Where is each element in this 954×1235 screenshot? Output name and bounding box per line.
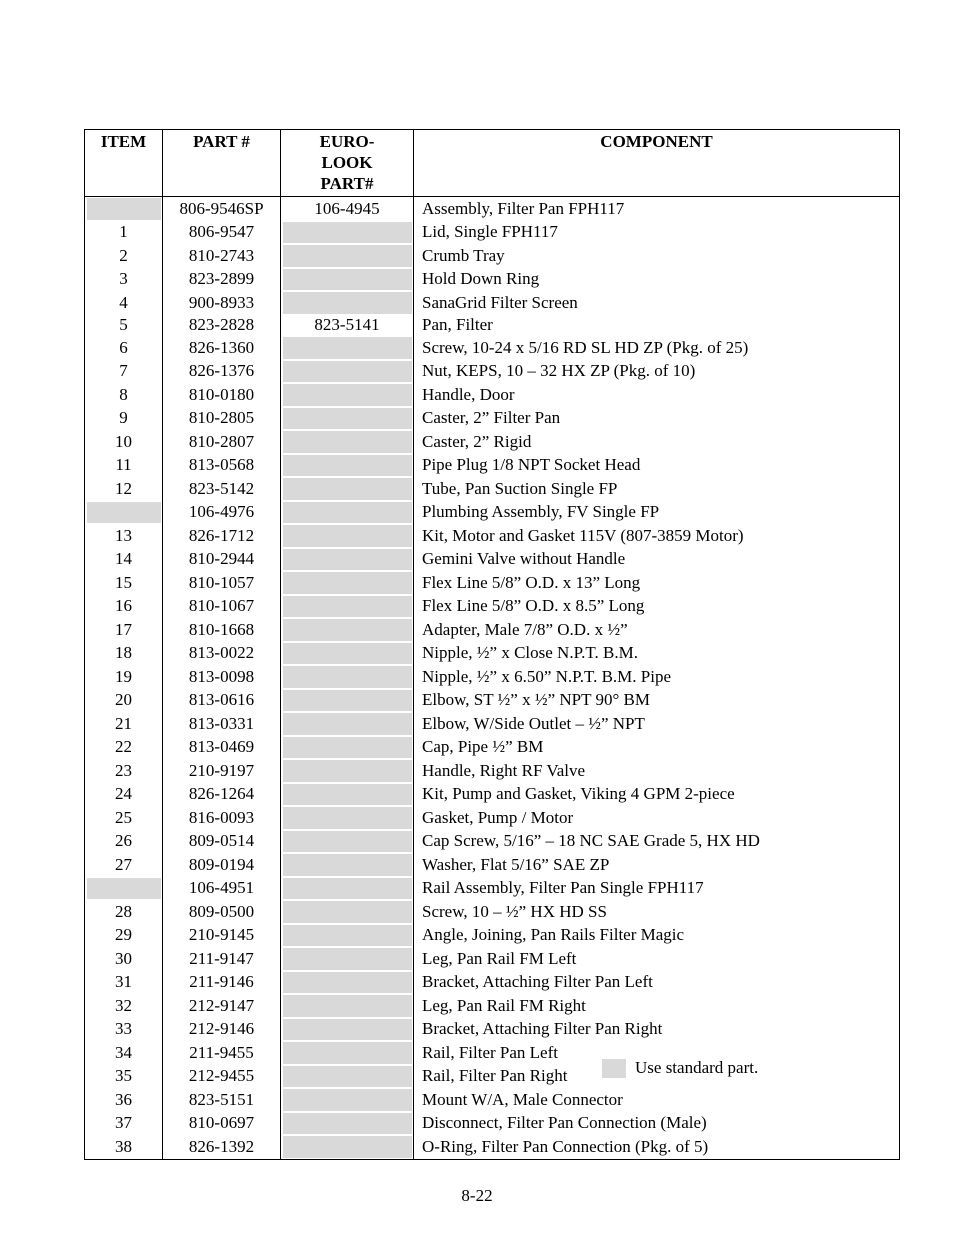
table-row	[85, 291, 900, 315]
header-part-number: PART #	[163, 130, 281, 197]
component-cell: O-Ring, Filter Pan Connection (Pkg. of 5)	[414, 1135, 900, 1159]
component-cell: SanaGrid Filter Screen	[414, 291, 900, 315]
table-row	[85, 221, 900, 245]
component-cell: Kit, Motor and Gasket 115V (807-3859 Motor)	[414, 524, 900, 548]
item-cell: 22	[85, 736, 163, 760]
table-row	[85, 830, 900, 854]
component-cell: Nipple, ½” x 6.50” N.P.T. B.M. Pipe	[414, 665, 900, 689]
euro-look-part-cell	[281, 830, 414, 854]
item-cell: 24	[85, 783, 163, 807]
table-row	[85, 947, 900, 971]
table-row	[85, 501, 900, 525]
component-cell: Flex Line 5/8” O.D. x 13” Long	[414, 571, 900, 595]
euro-look-part-cell	[281, 665, 414, 689]
part-number-cell: 809-0514	[163, 830, 281, 854]
part-number-cell: 210-9145	[163, 924, 281, 948]
component-cell: Handle, Right RF Valve	[414, 759, 900, 783]
item-cell: 27	[85, 853, 163, 877]
component-cell: Tube, Pan Suction Single FP	[414, 477, 900, 501]
part-number-cell: 806-9547	[163, 221, 281, 245]
table-row	[85, 1018, 900, 1042]
part-number-cell: 106-4951	[163, 877, 281, 901]
component-cell: Adapter, Male 7/8” O.D. x ½”	[414, 618, 900, 642]
part-number-cell: 211-9455	[163, 1041, 281, 1065]
item-cell: 33	[85, 1018, 163, 1042]
table-row	[85, 268, 900, 292]
table-row	[85, 1135, 900, 1159]
table-row	[85, 877, 900, 901]
part-number-cell: 810-2807	[163, 430, 281, 454]
table-row	[85, 336, 900, 360]
part-number-cell: 806-9546SP	[163, 197, 281, 221]
component-cell: Gasket, Pump / Motor	[414, 806, 900, 830]
part-number-cell: 211-9146	[163, 971, 281, 995]
euro-look-part-cell	[281, 595, 414, 619]
parts-table	[84, 129, 900, 1160]
component-cell: Leg, Pan Rail FM Left	[414, 947, 900, 971]
table-row	[85, 454, 900, 478]
euro-look-part-cell	[281, 900, 414, 924]
euro-look-part-cell	[281, 571, 414, 595]
component-cell: Handle, Door	[414, 383, 900, 407]
item-cell: 12	[85, 477, 163, 501]
euro-look-part-cell	[281, 430, 414, 454]
part-number-cell: 212-9455	[163, 1065, 281, 1089]
item-cell: 18	[85, 642, 163, 666]
part-number-cell: 212-9147	[163, 994, 281, 1018]
part-number-cell: 823-2899	[163, 268, 281, 292]
component-cell: Kit, Pump and Gasket, Viking 4 GPM 2-piece	[414, 783, 900, 807]
euro-look-part-cell	[281, 454, 414, 478]
table-row	[85, 1088, 900, 1112]
euro-look-part-cell	[281, 924, 414, 948]
table-row	[85, 595, 900, 619]
item-cell: 30	[85, 947, 163, 971]
item-cell: 11	[85, 454, 163, 478]
euro-look-part-cell	[281, 783, 414, 807]
euro-look-part-cell	[281, 689, 414, 713]
euro-look-part-cell	[281, 291, 414, 315]
table-row	[85, 477, 900, 501]
component-cell: Leg, Pan Rail FM Right	[414, 994, 900, 1018]
item-cell: 9	[85, 407, 163, 431]
part-number-cell: 810-0697	[163, 1112, 281, 1136]
component-cell: Elbow, W/Side Outlet – ½” NPT	[414, 712, 900, 736]
table-row	[85, 783, 900, 807]
item-cell: 20	[85, 689, 163, 713]
component-cell: Nipple, ½” x Close N.P.T. B.M.	[414, 642, 900, 666]
table-row	[85, 853, 900, 877]
component-cell: Caster, 2” Filter Pan	[414, 407, 900, 431]
component-cell: Rail, Filter Pan Left	[414, 1041, 900, 1065]
item-cell	[85, 197, 163, 221]
component-cell: Gemini Valve without Handle	[414, 548, 900, 572]
table-row	[85, 524, 900, 548]
item-cell: 6	[85, 336, 163, 360]
component-cell: Bracket, Attaching Filter Pan Right	[414, 1018, 900, 1042]
item-cell: 28	[85, 900, 163, 924]
item-cell: 7	[85, 360, 163, 384]
item-cell: 23	[85, 759, 163, 783]
part-number-cell: 813-0568	[163, 454, 281, 478]
euro-look-part-cell	[281, 501, 414, 525]
euro-look-part-cell	[281, 1041, 414, 1065]
part-number-cell: 813-0022	[163, 642, 281, 666]
item-cell: 15	[85, 571, 163, 595]
table-row	[85, 736, 900, 760]
item-cell: 32	[85, 994, 163, 1018]
item-cell: 10	[85, 430, 163, 454]
standard-part-swatch	[602, 1059, 626, 1078]
component-cell: Cap, Pipe ½” BM	[414, 736, 900, 760]
header-euro-look-part: EURO-LOOK PART#	[281, 130, 414, 197]
table-row	[85, 642, 900, 666]
item-cell: 8	[85, 383, 163, 407]
part-number-cell: 826-1712	[163, 524, 281, 548]
component-cell: Assembly, Filter Pan FPH117	[414, 197, 900, 221]
table-row	[85, 618, 900, 642]
table-row	[85, 994, 900, 1018]
euro-look-part-cell	[281, 712, 414, 736]
table-row	[85, 900, 900, 924]
item-cell: 29	[85, 924, 163, 948]
euro-look-part-cell	[281, 1088, 414, 1112]
page-number: 8-22	[461, 1186, 493, 1205]
item-cell: 2	[85, 244, 163, 268]
part-number-cell: 813-0469	[163, 736, 281, 760]
part-number-cell: 106-4976	[163, 501, 281, 525]
euro-look-part-cell	[281, 642, 414, 666]
item-cell: 38	[85, 1135, 163, 1159]
component-cell: Nut, KEPS, 10 – 32 HX ZP (Pkg. of 10)	[414, 360, 900, 384]
header-row	[85, 130, 900, 197]
part-number-cell: 813-0098	[163, 665, 281, 689]
item-cell: 25	[85, 806, 163, 830]
item-cell: 21	[85, 712, 163, 736]
item-cell	[85, 877, 163, 901]
euro-look-part-cell: 106-4945	[281, 197, 414, 221]
table-row	[85, 430, 900, 454]
item-cell: 36	[85, 1088, 163, 1112]
table-row	[85, 244, 900, 268]
table-row	[85, 1065, 900, 1089]
euro-look-part-cell	[281, 268, 414, 292]
table-row	[85, 383, 900, 407]
part-number-cell: 809-0194	[163, 853, 281, 877]
part-number-cell: 212-9146	[163, 1018, 281, 1042]
component-cell: Bracket, Attaching Filter Pan Left	[414, 971, 900, 995]
component-cell: Plumbing Assembly, FV Single FP	[414, 501, 900, 525]
euro-look-part-cell	[281, 477, 414, 501]
part-number-cell: 813-0616	[163, 689, 281, 713]
legend	[602, 1058, 758, 1078]
euro-look-part-cell	[281, 383, 414, 407]
component-cell: Hold Down Ring	[414, 268, 900, 292]
component-cell: Mount W/A, Male Connector	[414, 1088, 900, 1112]
component-cell: Elbow, ST ½” x ½” NPT 90° BM	[414, 689, 900, 713]
euro-look-part-cell	[281, 736, 414, 760]
component-cell: Screw, 10-24 x 5/16 RD SL HD ZP (Pkg. of 25)	[414, 336, 900, 360]
component-cell: Screw, 10 – ½” HX HD SS	[414, 900, 900, 924]
item-cell: 1	[85, 221, 163, 245]
part-number-cell: 816-0093	[163, 806, 281, 830]
euro-look-part-cell	[281, 759, 414, 783]
part-number-cell: 810-0180	[163, 383, 281, 407]
euro-look-part-cell	[281, 971, 414, 995]
euro-look-part-cell	[281, 1018, 414, 1042]
table-row	[85, 197, 900, 221]
part-number-cell: 823-2828	[163, 315, 281, 337]
component-cell: Pan, Filter	[414, 315, 900, 337]
item-cell: 19	[85, 665, 163, 689]
euro-look-part-cell	[281, 1065, 414, 1089]
table-row	[85, 360, 900, 384]
euro-look-part-cell	[281, 524, 414, 548]
euro-look-part-cell	[281, 360, 414, 384]
item-cell: 17	[85, 618, 163, 642]
euro-look-part-cell	[281, 806, 414, 830]
table-row	[85, 1041, 900, 1065]
part-number-cell: 211-9147	[163, 947, 281, 971]
part-number-cell: 210-9197	[163, 759, 281, 783]
component-cell: Rail Assembly, Filter Pan Single FPH117	[414, 877, 900, 901]
item-cell: 34	[85, 1041, 163, 1065]
legend-text: Use standard part.	[635, 1058, 759, 1077]
euro-look-part-cell	[281, 877, 414, 901]
item-cell: 31	[85, 971, 163, 995]
part-number-cell: 810-2944	[163, 548, 281, 572]
euro-look-part-cell	[281, 947, 414, 971]
part-number-cell: 810-1067	[163, 595, 281, 619]
table-row	[85, 315, 900, 337]
euro-look-part-cell	[281, 994, 414, 1018]
component-cell: Lid, Single FPH117	[414, 221, 900, 245]
euro-look-part-cell	[281, 407, 414, 431]
component-cell: Rail, Filter Pan Right	[414, 1065, 900, 1089]
table-row	[85, 689, 900, 713]
item-cell: 13	[85, 524, 163, 548]
euro-look-part-cell	[281, 244, 414, 268]
component-cell: Caster, 2” Rigid	[414, 430, 900, 454]
item-cell: 35	[85, 1065, 163, 1089]
table-row	[85, 759, 900, 783]
header-component: COMPONENT	[414, 130, 900, 197]
item-cell: 14	[85, 548, 163, 572]
euro-look-part-cell	[281, 853, 414, 877]
part-number-cell: 823-5151	[163, 1088, 281, 1112]
table-row	[85, 971, 900, 995]
item-cell	[85, 501, 163, 525]
table-row	[85, 571, 900, 595]
part-number-cell: 826-1264	[163, 783, 281, 807]
euro-look-part-cell	[281, 336, 414, 360]
part-number-cell: 813-0331	[163, 712, 281, 736]
part-number-cell: 810-1668	[163, 618, 281, 642]
component-cell: Cap Screw, 5/16” – 18 NC SAE Grade 5, HX HD	[414, 830, 900, 854]
part-number-cell: 826-1392	[163, 1135, 281, 1159]
item-cell: 3	[85, 268, 163, 292]
table-row	[85, 712, 900, 736]
part-number-cell: 810-1057	[163, 571, 281, 595]
part-number-cell: 810-2743	[163, 244, 281, 268]
part-number-cell: 826-1376	[163, 360, 281, 384]
euro-look-part-cell	[281, 1135, 414, 1159]
euro-look-part-cell	[281, 548, 414, 572]
table-row	[85, 407, 900, 431]
component-cell: Disconnect, Filter Pan Connection (Male)	[414, 1112, 900, 1136]
part-number-cell: 810-2805	[163, 407, 281, 431]
part-number-cell: 809-0500	[163, 900, 281, 924]
parts-table-body	[85, 197, 900, 1160]
table-row	[85, 665, 900, 689]
table-row	[85, 806, 900, 830]
part-number-cell: 823-5142	[163, 477, 281, 501]
header-item: ITEM	[85, 130, 163, 197]
component-cell: Washer, Flat 5/16” SAE ZP	[414, 853, 900, 877]
euro-look-part-cell	[281, 1112, 414, 1136]
item-cell: 4	[85, 291, 163, 315]
euro-look-part-cell	[281, 618, 414, 642]
component-cell: Flex Line 5/8” O.D. x 8.5” Long	[414, 595, 900, 619]
part-number-cell: 900-8933	[163, 291, 281, 315]
part-number-cell: 826-1360	[163, 336, 281, 360]
table-row	[85, 548, 900, 572]
item-cell: 16	[85, 595, 163, 619]
euro-look-part-cell	[281, 221, 414, 245]
table-row	[85, 1112, 900, 1136]
item-cell: 5	[85, 315, 163, 337]
component-cell: Angle, Joining, Pan Rails Filter Magic	[414, 924, 900, 948]
component-cell: Crumb Tray	[414, 244, 900, 268]
euro-look-part-cell: 823-5141	[281, 315, 414, 337]
item-cell: 37	[85, 1112, 163, 1136]
component-cell: Pipe Plug 1/8 NPT Socket Head	[414, 454, 900, 478]
table-row	[85, 924, 900, 948]
item-cell: 26	[85, 830, 163, 854]
